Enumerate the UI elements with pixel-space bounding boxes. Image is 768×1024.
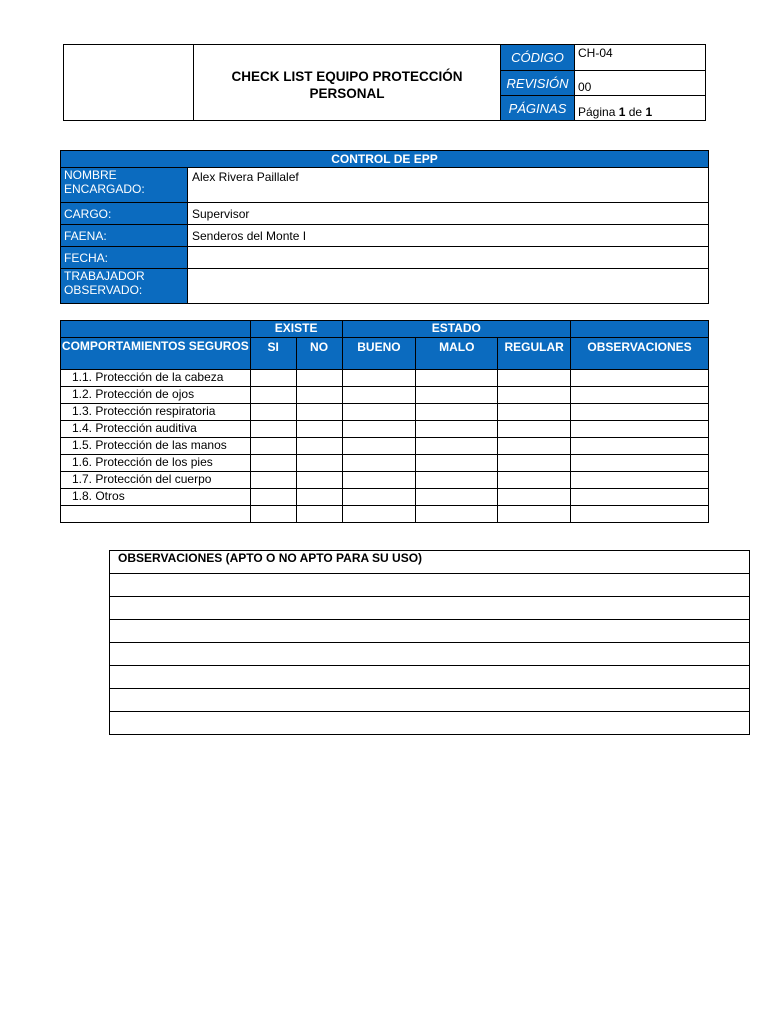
cell-malo[interactable] [416,506,498,523]
observaciones-line[interactable] [110,597,750,620]
table-row [61,404,709,421]
cell-bueno[interactable] [342,404,416,421]
cell-observaciones[interactable] [571,404,709,421]
codigo-label: CÓDIGO [501,45,575,71]
paginas-sep: de [628,105,643,119]
cell-no[interactable] [296,489,342,506]
col-regular: REGULAR [498,338,571,370]
cell-observaciones[interactable] [571,455,709,472]
paginas-label: PÁGINAS [501,96,575,121]
item-label: 1.6. Protección de los pies [61,455,251,472]
cell-si[interactable] [250,421,296,438]
codigo-value: CH-04 [575,45,706,71]
item-label-blank[interactable] [61,506,251,523]
cell-bueno[interactable] [342,455,416,472]
cell-si[interactable] [250,438,296,455]
cell-regular[interactable] [498,370,571,387]
cell-observaciones[interactable] [571,370,709,387]
cell-no[interactable] [296,370,342,387]
cell-no[interactable] [296,506,342,523]
item-label: 1.8. Otros [61,489,251,506]
cell-si[interactable] [250,455,296,472]
cell-malo[interactable] [416,387,498,404]
faena-value[interactable]: Senderos del Monte I [188,225,709,247]
cell-si[interactable] [250,404,296,421]
item-label: 1.1. Protección de la cabeza [61,370,251,387]
faena-label: FAENA: [61,225,188,247]
cell-bueno[interactable] [342,506,416,523]
cell-si[interactable] [250,472,296,489]
table-row [61,455,709,472]
item-label: 1.2. Protección de ojos [61,387,251,404]
cell-no[interactable] [296,387,342,404]
document-title [194,45,501,121]
group-estado: ESTADO [342,321,571,338]
revision-value: 00 [575,71,706,96]
cell-bueno[interactable] [342,421,416,438]
item-label: 1.5. Protección de las manos [61,438,251,455]
cell-malo[interactable] [416,404,498,421]
control-epp-title: CONTROL DE EPP [61,151,709,168]
cell-malo[interactable] [416,370,498,387]
cell-observaciones[interactable] [571,489,709,506]
title-line-2: PERSONAL [309,85,385,101]
revision-label: REVISIÓN [501,71,575,96]
paginas-total: 1 [645,105,653,119]
observaciones-title: OBSERVACIONES (APTO O NO APTO PARA SU USO) [110,551,750,574]
col-observaciones: OBSERVACIONES [571,338,709,370]
cell-malo[interactable] [416,472,498,489]
cargo-value[interactable]: Supervisor [188,203,709,225]
fecha-label: FECHA: [61,247,188,269]
observaciones-line[interactable] [110,574,750,597]
cell-observaciones[interactable] [571,387,709,404]
paginas-prefix: Página [578,105,616,119]
observaciones-line[interactable] [110,620,750,643]
item-label: 1.7. Protección del cuerpo [61,472,251,489]
item-label: 1.4. Protección auditiva [61,421,251,438]
cell-bueno[interactable] [342,438,416,455]
observaciones-line[interactable] [110,689,750,712]
cargo-label: CARGO: [61,203,188,225]
cell-observaciones[interactable] [571,421,709,438]
cell-malo[interactable] [416,489,498,506]
nombre-encargado-value[interactable]: Alex Rivera Paillalef [188,168,709,203]
cell-regular[interactable] [498,472,571,489]
nombre-encargado-label: NOMBRE ENCARGADO: [61,168,188,203]
cell-bueno[interactable] [342,387,416,404]
cell-regular[interactable] [498,438,571,455]
cell-regular[interactable] [498,506,571,523]
cell-si[interactable] [250,506,296,523]
logo-area [64,45,194,121]
cell-observaciones[interactable] [571,438,709,455]
title-line-1: CHECK LIST EQUIPO PROTECCIÓN [231,68,463,84]
cell-regular[interactable] [498,404,571,421]
col-no: NO [296,338,342,370]
cell-no[interactable] [296,455,342,472]
trabajador-observado-label: TRABAJADOR OBSERVADO: [61,269,188,304]
document-header [63,44,706,121]
paginas-current: 1 [618,105,626,119]
checklist-table [60,320,709,523]
col-bueno: BUENO [342,338,416,370]
col-malo: MALO [416,338,498,370]
group-blank-left [61,321,251,338]
cell-si[interactable] [250,489,296,506]
cell-observaciones[interactable] [571,472,709,489]
cell-malo[interactable] [416,421,498,438]
cell-no[interactable] [296,421,342,438]
paginas-value [575,96,706,121]
cell-observaciones[interactable] [571,506,709,523]
control-epp-table [60,150,709,304]
observaciones-line[interactable] [110,712,750,735]
cell-regular[interactable] [498,421,571,438]
table-row [61,489,709,506]
cell-malo[interactable] [416,438,498,455]
cell-malo[interactable] [416,455,498,472]
cell-regular[interactable] [498,387,571,404]
cell-bueno[interactable] [342,472,416,489]
item-label: 1.3. Protección respiratoria [61,404,251,421]
trabajador-observado-value[interactable] [188,269,709,304]
cell-regular[interactable] [498,489,571,506]
group-existe: EXISTE [250,321,342,338]
observaciones-table [109,550,750,735]
table-row [61,506,709,523]
table-row [61,421,709,438]
observaciones-line[interactable] [110,643,750,666]
cell-bueno[interactable] [342,370,416,387]
cell-si[interactable] [250,370,296,387]
cell-no[interactable] [296,472,342,489]
cell-no[interactable] [296,438,342,455]
group-blank-right [571,321,709,338]
cell-no[interactable] [296,404,342,421]
observaciones-line[interactable] [110,666,750,689]
cell-regular[interactable] [498,455,571,472]
col-comportamientos: COMPORTAMIENTOS SEGUROS [61,338,251,370]
fecha-value[interactable] [188,247,709,269]
cell-si[interactable] [250,387,296,404]
table-row [61,387,709,404]
cell-bueno[interactable] [342,489,416,506]
table-row [61,370,709,387]
col-si: SI [250,338,296,370]
table-row [61,438,709,455]
table-row [61,472,709,489]
